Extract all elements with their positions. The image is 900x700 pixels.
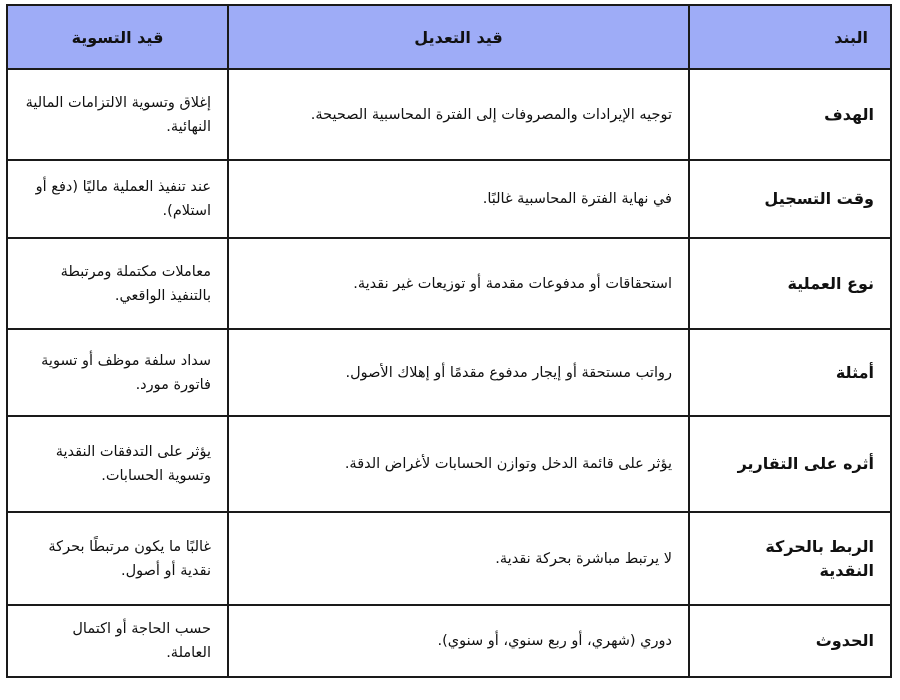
table-row xyxy=(7,605,891,677)
row-adjustment: استحقاقات أو مدفوعات مقدمة أو توزيعات غير نقدية. xyxy=(228,238,689,329)
row-settlement: عند تنفيذ العملية ماليًا (دفع أو استلام). xyxy=(7,160,228,238)
table-row xyxy=(7,329,891,416)
row-settlement: معاملات مكتملة ومرتبطة بالتنفيذ الواقعي. xyxy=(7,238,228,329)
header-adjustment: قيد التعديل xyxy=(228,5,689,69)
row-adjustment: في نهاية الفترة المحاسبية غالبًا. xyxy=(228,160,689,238)
row-settlement: حسب الحاجة أو اكتمال العاملة. xyxy=(7,605,228,677)
row-item: أمثلة xyxy=(689,329,891,416)
row-adjustment: توجيه الإيرادات والمصروفات إلى الفترة المحاسبية الصحيحة. xyxy=(228,69,689,160)
row-adjustment: لا يرتبط مباشرة بحركة نقدية. xyxy=(228,512,689,605)
table-row xyxy=(7,238,891,329)
header-item: البند xyxy=(689,5,891,69)
table-row xyxy=(7,416,891,512)
row-item: الهدف xyxy=(689,69,891,160)
row-settlement: سداد سلفة موظف أو تسوية فاتورة مورد. xyxy=(7,329,228,416)
table-row xyxy=(7,69,891,160)
header-settlement: قيد التسوية xyxy=(7,5,228,69)
row-adjustment: يؤثر على قائمة الدخل وتوازن الحسابات لأغراض الدقة. xyxy=(228,416,689,512)
row-item: وقت التسجيل xyxy=(689,160,891,238)
row-settlement: غالبًا ما يكون مرتبطًا بحركة نقدية أو أصول. xyxy=(7,512,228,605)
header-row xyxy=(7,5,891,69)
row-adjustment: رواتب مستحقة أو إيجار مدفوع مقدمًا أو إهلاك الأصول. xyxy=(228,329,689,416)
row-settlement: يؤثر على التدفقات النقدية وتسوية الحسابات. xyxy=(7,416,228,512)
row-adjustment: دوري (شهري، أو ربع سنوي، أو سنوي). xyxy=(228,605,689,677)
table-row xyxy=(7,512,891,605)
row-item: أثره على التقارير xyxy=(689,416,891,512)
row-item: نوع العملية xyxy=(689,238,891,329)
comparison-table xyxy=(6,4,892,678)
comparison-table-container xyxy=(6,4,890,678)
row-item: الحدوث xyxy=(689,605,891,677)
table-header xyxy=(7,5,891,69)
table-row xyxy=(7,160,891,238)
table-body xyxy=(7,69,891,677)
row-settlement: إغلاق وتسوية الالتزامات المالية النهائية. xyxy=(7,69,228,160)
row-item: الربط بالحركة النقدية xyxy=(689,512,891,605)
